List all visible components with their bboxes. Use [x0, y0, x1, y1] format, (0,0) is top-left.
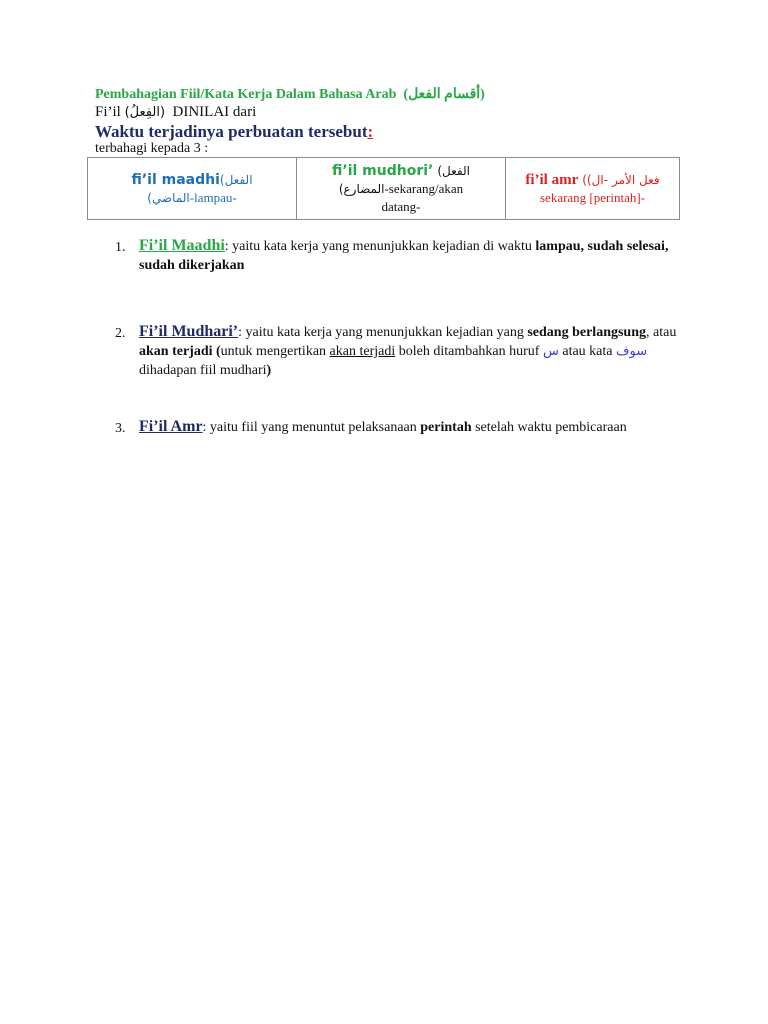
item-number: 1. [115, 240, 126, 255]
maadhi-name: fi’il maadhi [131, 171, 220, 188]
maadhi-desc: -lampau- [189, 189, 237, 205]
verb-types-table [87, 157, 680, 220]
list-item [95, 236, 685, 275]
def-bold: perintah [420, 420, 472, 435]
maadhi-arabic-2: (الماضي [147, 190, 190, 205]
mudhori-arabic-2: (المضارع [338, 182, 385, 196]
mudhori-name: fi’il mudhori’ [332, 163, 434, 179]
subtitle-suffix: DINILAI dari [172, 104, 257, 120]
def-underline: akan terjadi [329, 344, 396, 359]
intro-text: terbahagi kepada 3 : [95, 141, 209, 156]
table-row [88, 158, 680, 220]
def-text-4: boleh ditambahkan huruf [395, 344, 543, 359]
def-text-1: : yaitu fiil yang menuntut pelaksanaan [202, 420, 421, 435]
heading-text: Waktu terjadinya perbuatan tersebut [95, 122, 368, 141]
def-text-5: atau kata [558, 344, 616, 359]
mudhori-desc-2: datang- [381, 199, 421, 214]
def-text-3: untuk mengertikan [220, 344, 330, 359]
def-bold-3: ) [266, 363, 272, 378]
table-cell-mudhori [297, 158, 506, 220]
amr-name: fi’il amr [525, 172, 579, 188]
subtitle-arabic: (الفِعلُ) [124, 105, 166, 120]
title-arabic: (أقسام الفعل) [403, 87, 485, 102]
def-text-1: : yaitu kata kerja yang menunjukkan kejadian yang [238, 325, 528, 340]
mudhori-desc: -sekarang/akan [384, 181, 464, 196]
table-cell-maadhi [88, 158, 297, 220]
def-text-2: , atau [646, 325, 677, 340]
document-title [95, 86, 485, 103]
def-text-6: dihadapan fiil mudhari [139, 363, 267, 378]
amr-desc: -ال [591, 173, 608, 187]
arabic-sin: س [542, 344, 559, 359]
subtitle-line [95, 104, 256, 121]
heading-colon: : [367, 122, 374, 141]
amr-arabic-1: ((فعل الأمر [582, 173, 660, 187]
def-bold-1: sedang berlangsung [527, 325, 647, 340]
item-number: 2. [115, 326, 126, 341]
term-mudhari: Fi’il Mudhari’ [139, 323, 239, 340]
term-maadhi: Fi’il Maadhi [139, 237, 225, 254]
term-amr: Fi’il Amr [139, 418, 203, 435]
list-item [95, 417, 685, 437]
subtitle-prefix: Fi’il [95, 104, 121, 120]
maadhi-arabic-1: (الفعل [219, 172, 253, 187]
definitions-list [95, 236, 685, 437]
amr-desc-2: sekarang [perintah]- [539, 190, 646, 205]
arabic-saufa: سوف [616, 344, 648, 359]
item-number: 3. [115, 421, 126, 436]
list-item [95, 322, 685, 380]
def-bold: lampau, sudah selesai, sudah dikerjakan [139, 239, 669, 273]
def-bold-2: akan terjadi ( [139, 344, 221, 359]
def-text: : yaitu kata kerja yang menunjukkan kejadian di waktu [224, 239, 536, 254]
section-heading [95, 122, 373, 142]
title-text: Pembahagian Fiil/Kata Kerja Dalam Bahasa Arab [95, 87, 397, 102]
def-text-2: setelah waktu pembicaraan [471, 420, 627, 435]
mudhori-arabic-1: (الفعل [437, 164, 470, 178]
table-cell-amr [506, 158, 680, 220]
